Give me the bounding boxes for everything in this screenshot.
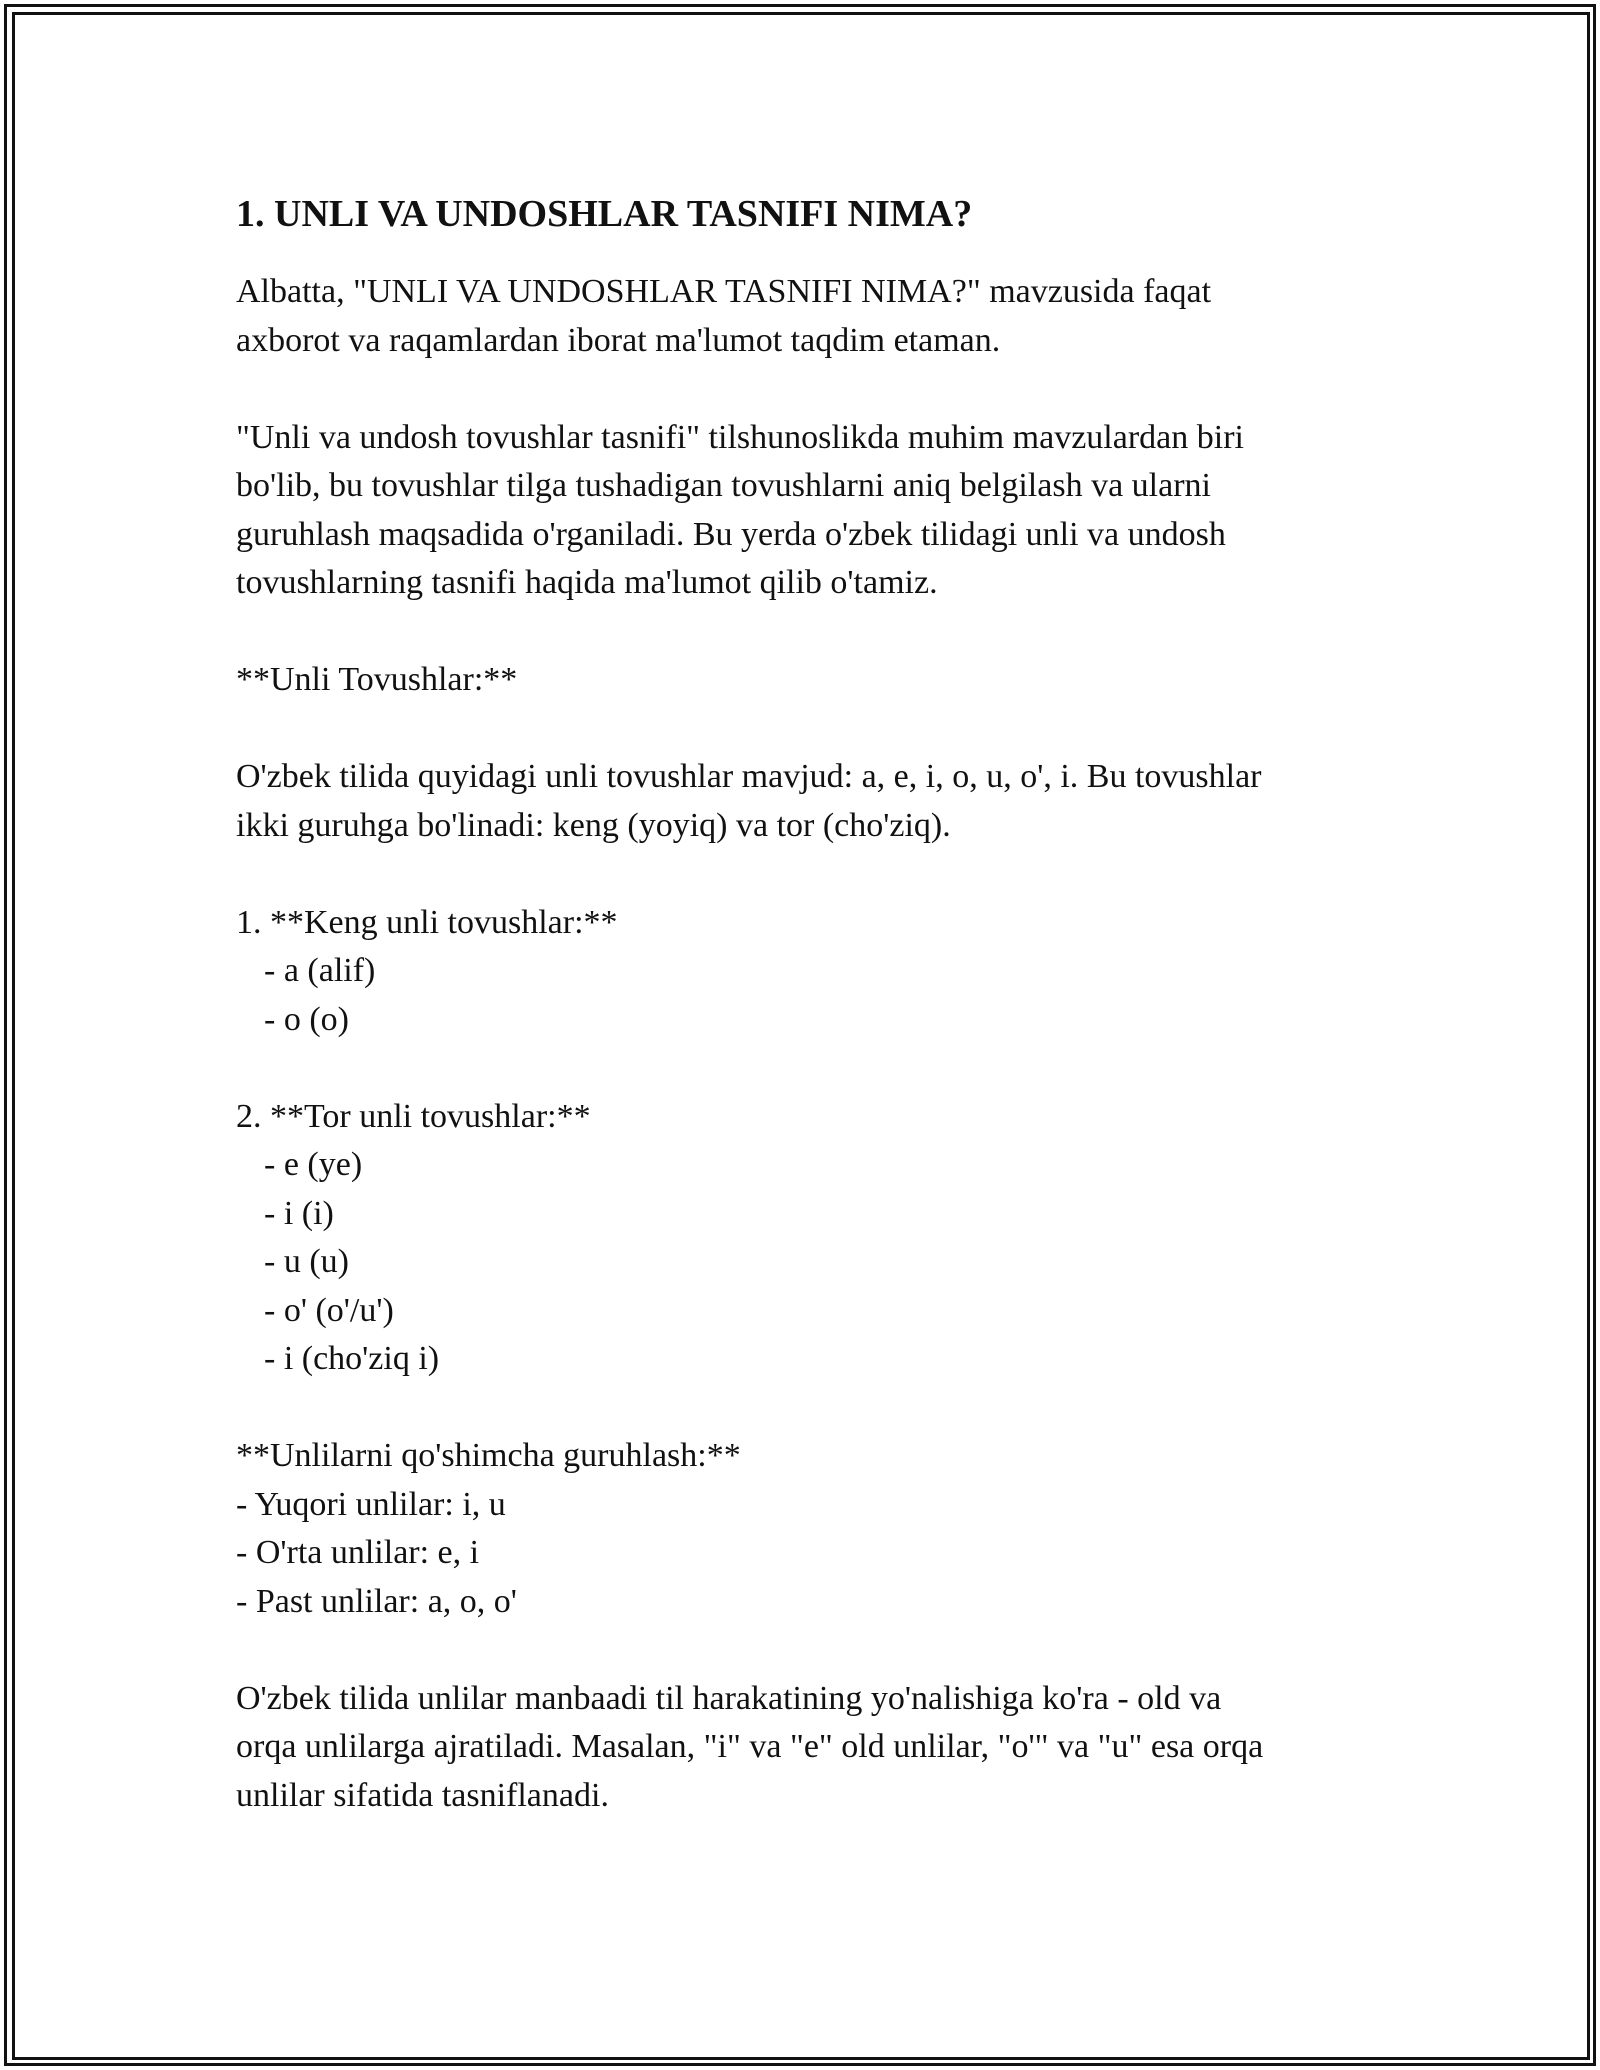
vowels-paragraph (236, 753, 1386, 850)
document-title: 1. UNLI VA UNDOSHLAR TASNIFI NIMA? (236, 193, 973, 235)
list-item: - u (u) (264, 1243, 349, 1280)
section-heading-unli (236, 656, 1386, 705)
list-item: - i (cho'ziq i) (264, 1340, 440, 1377)
closing-paragraph (236, 1675, 1386, 1821)
text-line: guruhlash maqsadida o'rganiladi. Bu yerda o'zbek tilidagi unli va undosh (236, 515, 1226, 553)
text-line: axborot va raqamlardan iborat ma'lumot taqdim etaman. (236, 321, 1001, 359)
text-line: Albatta, "UNLI VA UNDOSHLAR TASNIFI NIMA?" mavzusida faqat (236, 273, 1212, 310)
list-item: - Yuqori unlilar: i, u (236, 1485, 506, 1523)
list-item: - e (ye) (264, 1146, 363, 1183)
list-heading: 2. **Tor unli tovushlar:** (236, 1097, 591, 1135)
text-line: O'zbek tilida unlilar manbaadi til harakatining yo'nalishiga ko'ra - old va (236, 1679, 1222, 1717)
list-heading: 1. **Keng unli tovushlar:** (236, 903, 618, 941)
list-item: - i (i) (264, 1194, 334, 1232)
list-item: - O'rta unlilar: e, i (236, 1534, 480, 1571)
document-body (236, 188, 1386, 1820)
text-line: ikki guruhga bo'linadi: keng (yoyiq) va tor (cho'ziq). (236, 806, 951, 844)
list-item: - o (o) (264, 1000, 349, 1038)
overview-paragraph (236, 414, 1386, 608)
text-line: bo'lib, bu tovushlar tilga tushadigan tovushlarni aniq belgilash va ularni (236, 467, 1211, 504)
list-item: - o' (o'/u') (264, 1291, 394, 1329)
list-keng-unli (236, 899, 1386, 1045)
text-line: orqa unlilarga ajratiladi. Masalan, "i" va "e" old unlilar, "o'" va "u" esa orqa (236, 1728, 1264, 1765)
text-line: O'zbek tilida quyidagi unli tovushlar mavjud: a, e, i, o, u, o', i. Bu tovushlar (236, 758, 1262, 795)
text-line: tovushlarning tasnifi haqida ma'lumot qilib o'tamiz. (236, 564, 938, 601)
text-line: **Unli Tovushlar:** (236, 661, 518, 698)
list-tor-unli (236, 1093, 1386, 1384)
text-line: unlilar sifatida tasniflanadi. (236, 1776, 609, 1814)
list-item: - a (alif) (264, 952, 376, 989)
list-heading: **Unlilarni qo'shimcha guruhlash:** (236, 1437, 741, 1474)
list-extra-grouping (236, 1432, 1386, 1626)
list-item: - Past unlilar: a, o, o' (236, 1582, 517, 1620)
text-line: "Unli va undosh tovushlar tasnifi" tilshunoslikda muhim mavzulardan biri (236, 418, 1244, 456)
intro-paragraph (236, 268, 1386, 365)
